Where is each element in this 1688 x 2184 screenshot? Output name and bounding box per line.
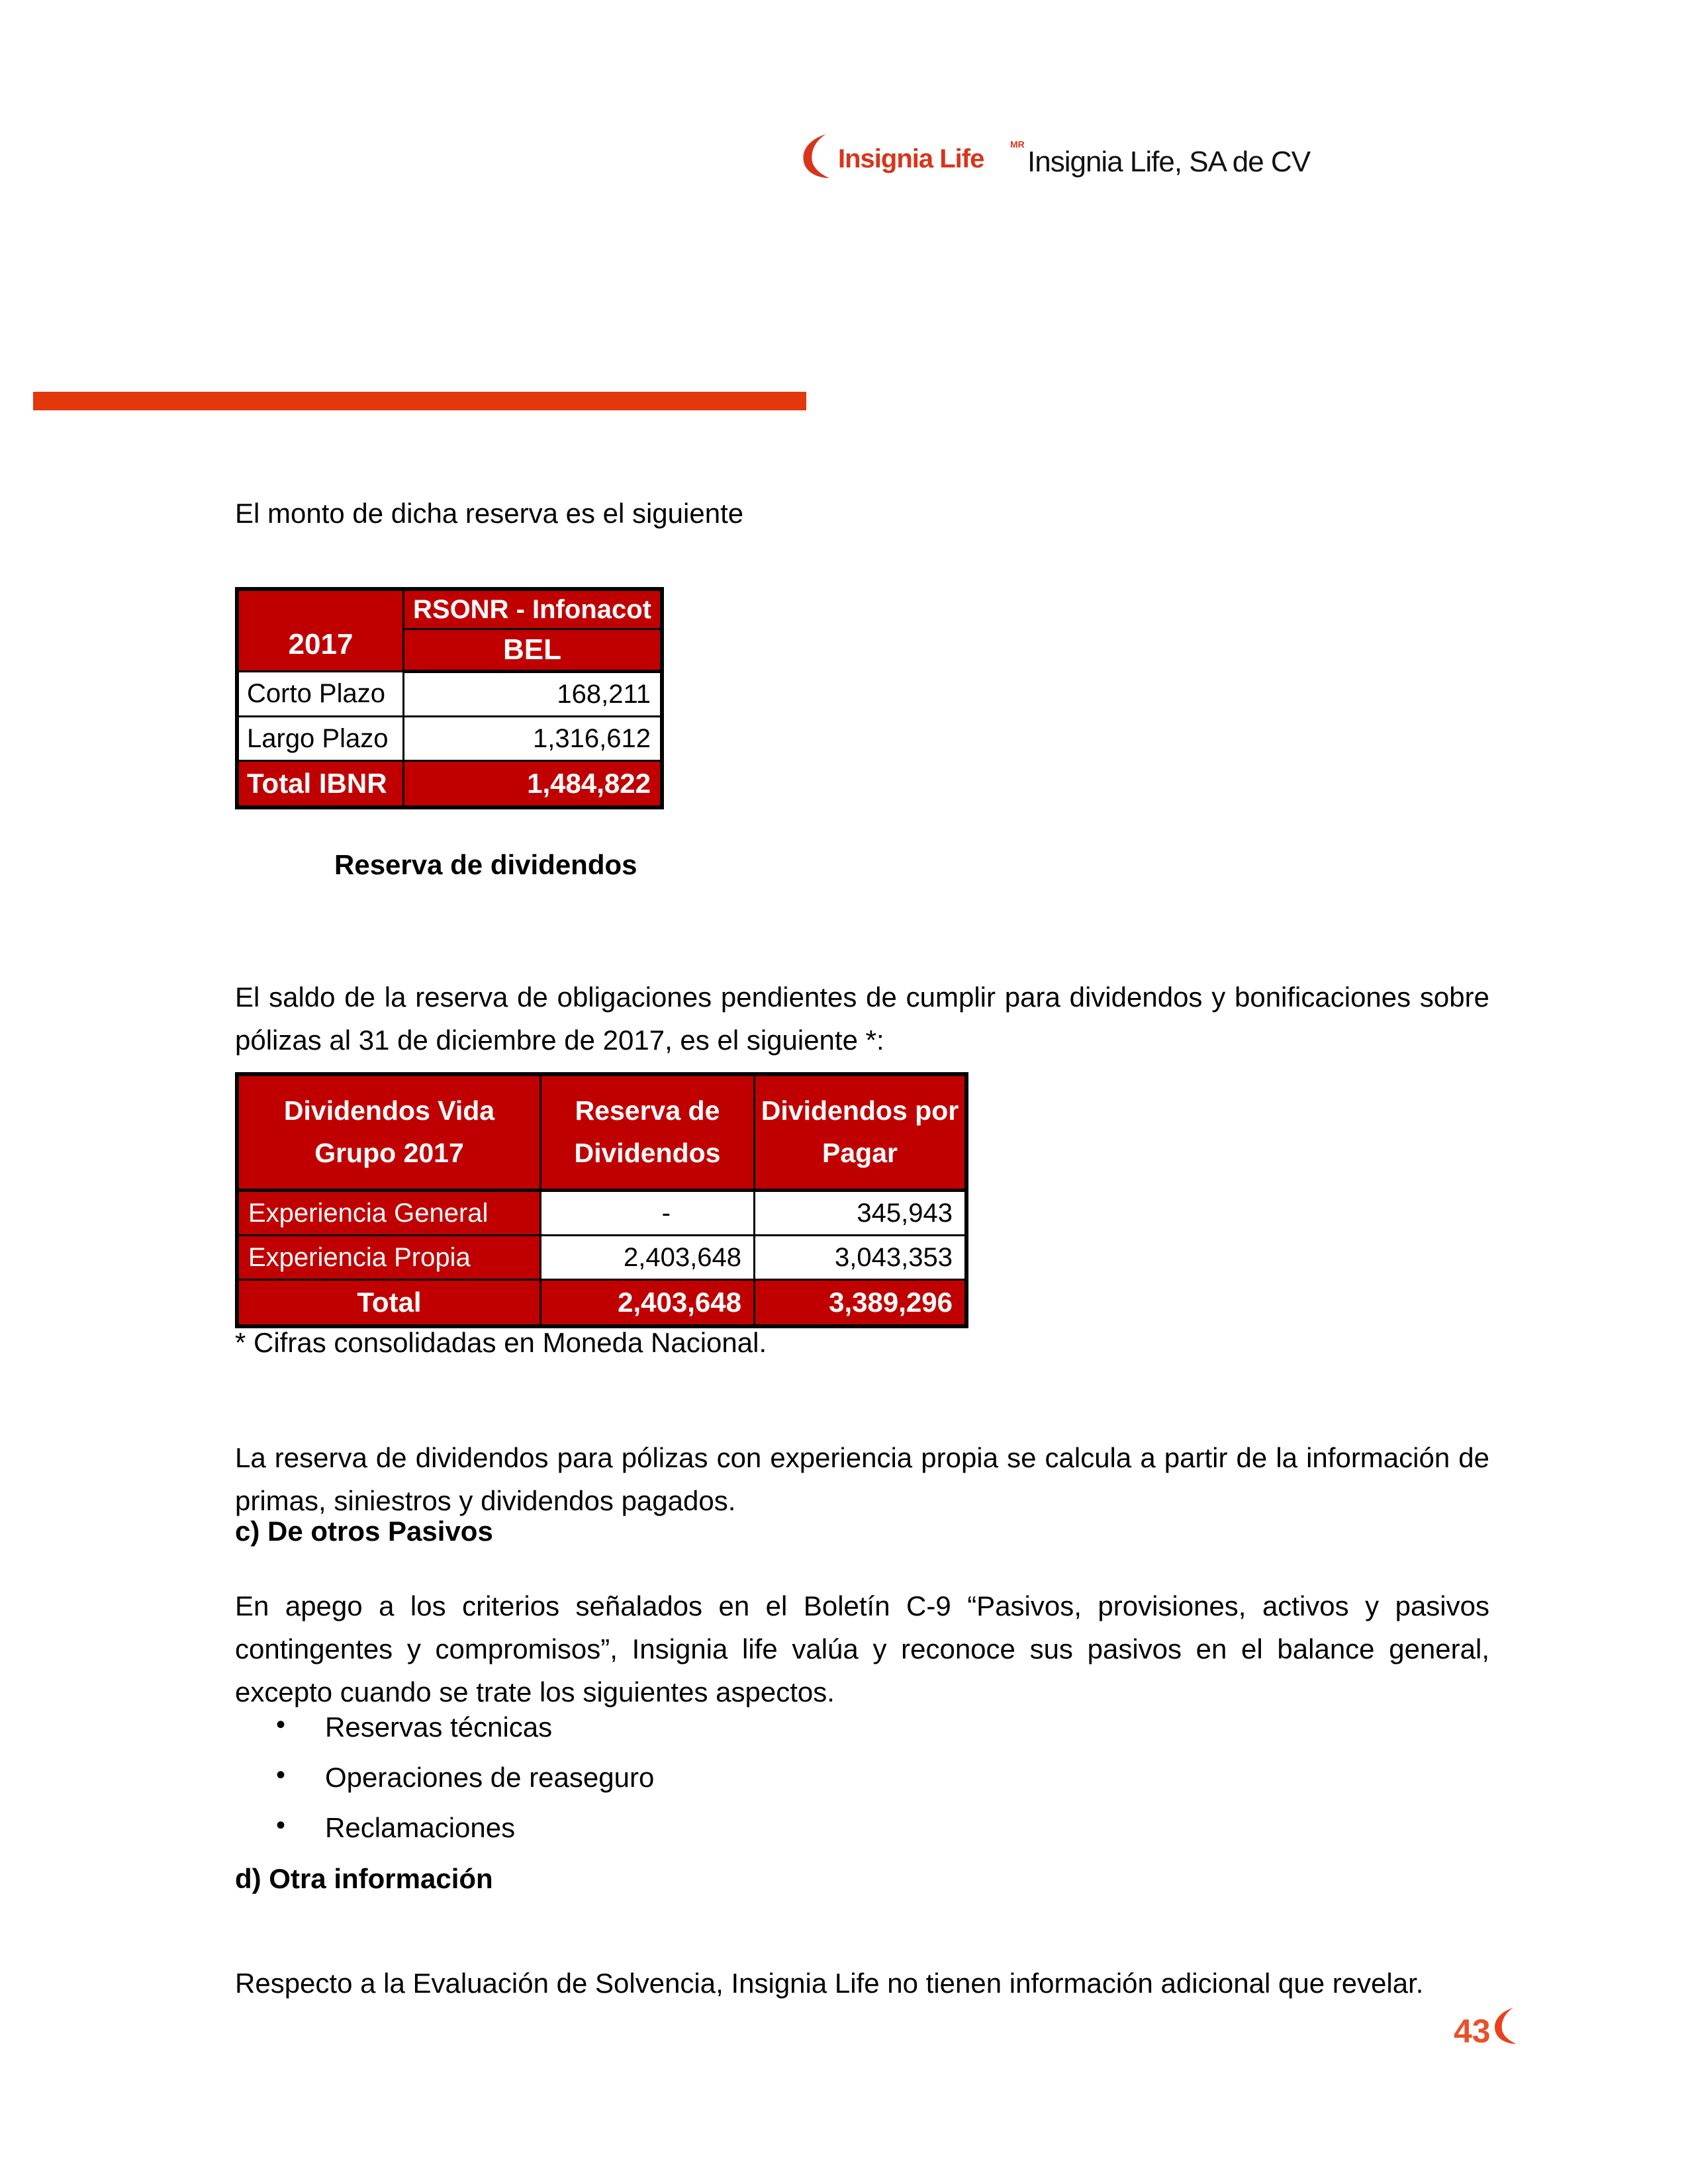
dividends-row-label: Experiencia Propia	[237, 1236, 541, 1280]
dividends-header-col3	[755, 1074, 967, 1191]
table-row	[237, 1280, 966, 1327]
dividends-heading: Reserva de dividendos	[334, 849, 637, 880]
dividends-header-col1	[237, 1074, 541, 1191]
table-row	[237, 761, 662, 808]
ibnr-row-label: Corto Plazo	[237, 672, 404, 717]
section-d-heading: d) Otra información	[235, 1863, 493, 1894]
table-row	[237, 1236, 966, 1280]
ibnr-table	[235, 587, 664, 809]
dividends-paragraph: El saldo de la reserva de obligaciones pendientes de cumplir para dividendos y bonificaciones sobre pólizas al 31 de diciembre de 2017, es el siguiente *:	[235, 981, 1489, 1056]
reserve-calculation-paragraph: La reserva de dividendos para pólizas con experiencia propia se calcula a partir de la información de primas, siniestros y dividendos pagados.	[235, 1442, 1489, 1517]
dividends-reserve-value: 2,403,648	[541, 1236, 755, 1280]
ibnr-row-value: 1,316,612	[404, 717, 663, 761]
list-item: • Reservas técnicas	[235, 1706, 1489, 1748]
dividends-payable-value: 345,943	[755, 1191, 967, 1236]
ibnr-total-label: Total IBNR	[237, 761, 404, 808]
table-row	[237, 1191, 966, 1236]
ibnr-group-header-cell: RSONR - Infonacot	[404, 589, 663, 629]
table-row	[237, 589, 662, 629]
header-line: Dividendos por	[761, 1095, 959, 1126]
list-item: • Reclamaciones	[235, 1807, 1489, 1848]
section-c-paragraph: En apego a los criterios señalados en el Boletín C-9 “Pasivos, provisiones, activos y pasivos contingentes y compromisos”, Insignia life valúa y reconoce sus pasivos en el balance general, excepto cuando se trate los siguientes aspectos.	[235, 1590, 1489, 1708]
table-row	[237, 1074, 966, 1191]
company-name: Insignia Life, SA de CV	[1027, 146, 1311, 178]
table-footnote: * Cifras consolidadas en Moneda Nacional.	[235, 1327, 767, 1358]
page-number-value: 43	[1454, 2013, 1491, 2050]
ibnr-bel-header-cell: BEL	[404, 629, 663, 672]
dividends-total-label: Total	[237, 1280, 541, 1327]
header-line: Dividendos	[574, 1138, 721, 1168]
list-item: • Operaciones de reaseguro	[235, 1756, 1489, 1798]
dividends-total-payable: 3,389,296	[755, 1280, 967, 1327]
section-c-heading: c) De otros Pasivos	[235, 1516, 493, 1547]
dividends-total-reserve: 2,403,648	[541, 1280, 755, 1327]
dividends-table	[235, 1072, 968, 1328]
header-line: Dividendos Vida	[283, 1095, 495, 1126]
header-line: Reserva de	[575, 1095, 720, 1126]
intro-text: El monto de dicha reserva es el siguiente	[235, 498, 744, 529]
page-number	[1454, 2007, 1520, 2048]
logo-text: Insignia Life	[838, 144, 984, 173]
dividends-header-col2	[541, 1074, 755, 1191]
dividends-row-label: Experiencia General	[237, 1191, 541, 1236]
dividends-payable-value: 3,043,353	[755, 1236, 967, 1280]
page-crescent-icon	[1492, 2007, 1520, 2045]
ibnr-total-value: 1,484,822	[404, 761, 663, 808]
ibnr-year-cell: 2017	[237, 589, 404, 672]
header-line: Grupo 2017	[314, 1138, 464, 1168]
logo-trademark: MR	[1010, 139, 1025, 150]
table-row	[237, 672, 662, 717]
section-d-paragraph: Respecto a la Evaluación de Solvencia, Insignia Life no tienen información adicional que revelar.	[235, 1968, 1424, 1999]
insignia-crescent-icon	[800, 134, 834, 179]
table-row	[237, 717, 662, 761]
accent-bar	[33, 392, 806, 410]
liabilities-bullet-list	[235, 1706, 1489, 1857]
ibnr-row-value: 168,211	[404, 672, 663, 717]
ibnr-row-label: Largo Plazo	[237, 717, 404, 761]
header-line: Pagar	[822, 1138, 898, 1168]
dividends-reserve-value: -	[541, 1191, 755, 1236]
